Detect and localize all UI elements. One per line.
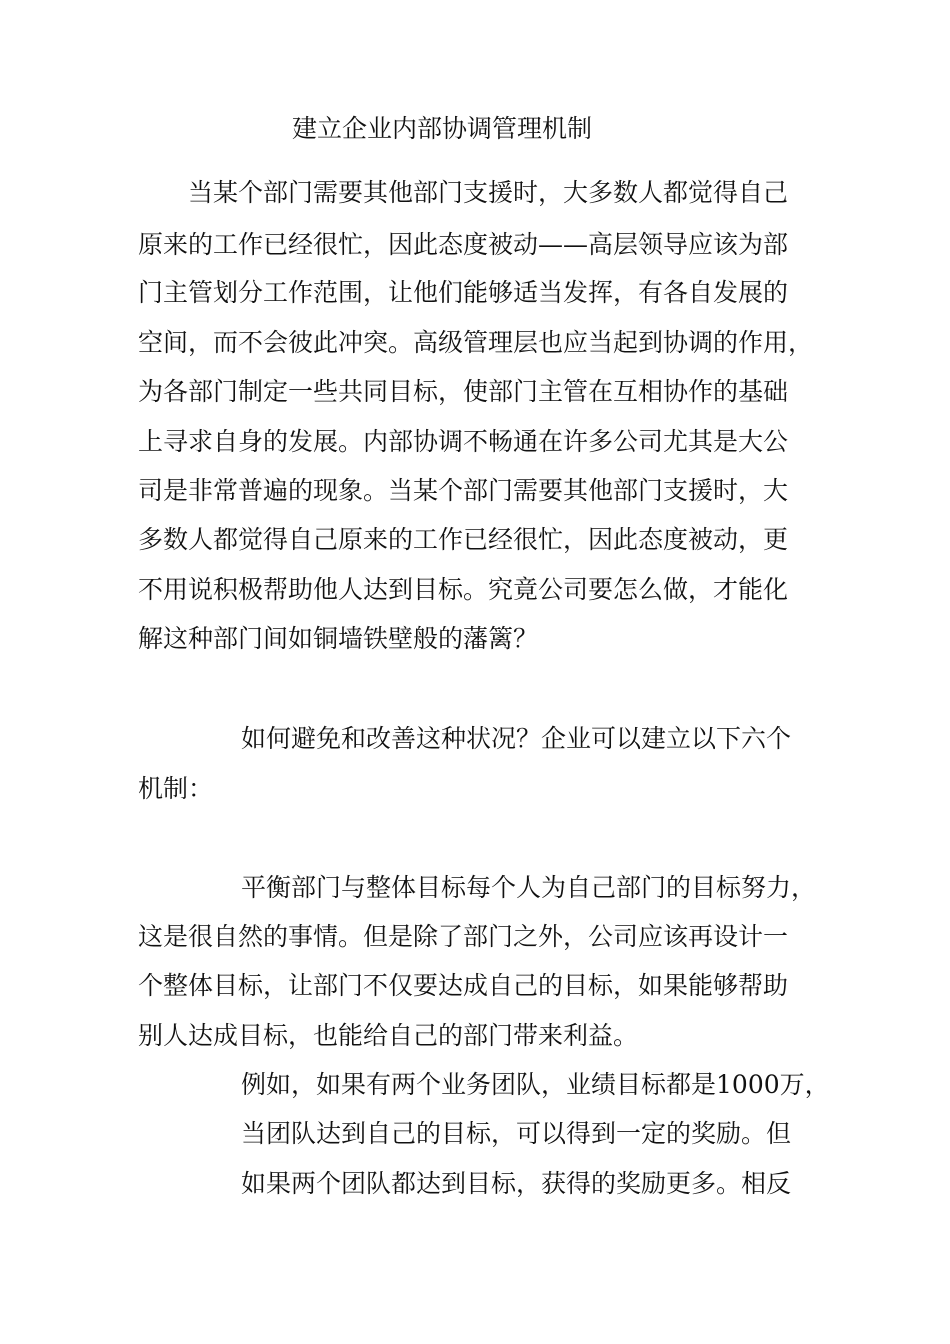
paragraph-1-line-5: 为各部门制定一些共同目标，使部门主管在互相协作的基础: [138, 377, 789, 406]
paragraph-4-line-1: 例如，如果有两个业务团队，业绩目标都是1000万，: [241, 1070, 830, 1099]
paragraph-1-line-8: 多数人都觉得自己原来的工作已经很忙，因此态度被动，更: [138, 525, 789, 554]
paragraph-3-line-2: 这是很自然的事情。但是除了部门之外，公司应该再设计一: [138, 922, 789, 951]
paragraph-3-line-3: 个整体目标，让部门不仅要达成自己的目标，如果能够帮助: [138, 971, 789, 1000]
paragraph-4-line-3: 如果两个团队都达到目标，获得的奖励更多。相反: [241, 1169, 792, 1198]
paragraph-1-line-7: 司是非常普遍的现象。当某个部门需要其他部门支援时，大: [138, 476, 789, 505]
paragraph-3-line-4: 别人达成目标，也能给自己的部门带来利益。: [138, 1021, 639, 1050]
document-title: 建立企业内部协调管理机制: [292, 114, 593, 143]
paragraph-1-line-4: 空间，而不会彼此冲突。高级管理层也应当起到协调的作用，: [138, 328, 814, 357]
paragraph-1-line-2: 原来的工作已经很忙，因此态度被动——高层领导应该为部: [138, 230, 789, 259]
paragraph-2-line-2: 机制：: [138, 774, 214, 803]
paragraph-2-line-1: 如何避免和改善这种状况？企业可以建立以下六个: [241, 724, 792, 753]
paragraph-3-line-1: 平衡部门与整体目标每个人为自己部门的目标努力，: [241, 873, 817, 902]
paragraph-1-line-9: 不用说积极帮助他人达到目标。究竟公司要怎么做，才能化: [138, 575, 789, 604]
paragraph-4-line-2: 当团队达到自己的目标，可以得到一定的奖励。但: [241, 1119, 792, 1148]
paragraph-1-line-1: 当某个部门需要其他部门支援时，大多数人都觉得自己: [188, 178, 789, 207]
paragraph-1-line-10: 解这种部门间如铜墙铁壁般的藩篱？: [138, 624, 539, 653]
paragraph-1-line-3: 门主管划分工作范围，让他们能够适当发挥，有各自发展的: [138, 278, 789, 307]
paragraph-1-line-6: 上寻求自身的发展。内部协调不畅通在许多公司尤其是大公: [138, 427, 789, 456]
